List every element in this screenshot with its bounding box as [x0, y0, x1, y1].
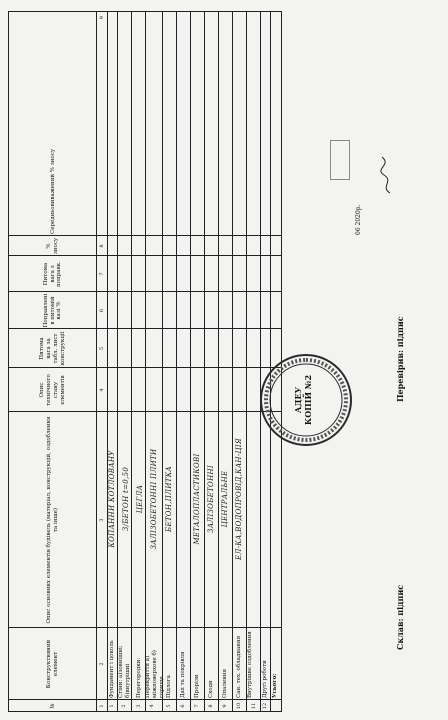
row-description: КОПАННИ КОТЛОВАНУ	[108, 450, 116, 548]
row-description: ЦЕГЛА	[136, 484, 144, 514]
row-element: Другі роботи	[262, 660, 268, 698]
row-element: Стіни: а)зовнішні; б)внутрішні	[118, 645, 131, 698]
row-element: Опалення	[222, 668, 228, 698]
row-description: ЕЛ-КА,ВОДОПРОВІД,КАН-ЦІЯ	[235, 438, 243, 560]
checked-by-signature: Перевірив: підпис	[395, 316, 405, 402]
row-element: Сан. тех. обладнання	[236, 635, 242, 698]
row-element: Дах та покрівля	[180, 651, 186, 698]
row-number: 2	[121, 704, 127, 708]
column-number: 6	[99, 308, 105, 313]
row-description: ЗАЛІЗОБЕТОННІ	[207, 465, 215, 533]
header-share-parts: Питома вага з поправк.	[42, 261, 63, 287]
row-number: 8	[208, 704, 214, 708]
column-number: 3	[99, 518, 105, 522]
row-element: Сходи	[208, 680, 214, 698]
row-description: З/БЕТОН t=0,50	[122, 466, 130, 532]
stamp-text: АДЕУ КОПІЙ №2	[293, 374, 313, 426]
row-number: 1	[109, 704, 115, 708]
page-corner-mark	[330, 140, 350, 180]
column-number: 5	[99, 346, 105, 351]
column-number: 2	[99, 662, 105, 666]
header-wear: % зносу	[46, 237, 59, 255]
signature-scribble	[376, 155, 396, 195]
handwritten-date-note: 06 2020р.	[355, 204, 362, 235]
column-number: 1	[99, 704, 105, 708]
header-description: Опис основних елементів будівель (матеріал, конструкцій, оздоблення та інше)	[46, 416, 59, 624]
row-element: Підлога	[166, 675, 172, 698]
column-number: 4	[99, 388, 105, 392]
row-number: 6	[180, 704, 186, 708]
row-number: 7	[194, 704, 200, 708]
row-description: МЕТАЛОПЛАСТИКОВІ	[193, 453, 201, 545]
column-number: 8	[99, 244, 105, 248]
header-average-wear: Середньовиважений % зносу	[49, 148, 56, 234]
row-number: 11	[251, 702, 257, 710]
row-element: Усього:	[272, 673, 278, 698]
row-number: 10	[236, 702, 242, 710]
row-number: 9	[222, 704, 228, 708]
header-condition: Опис технічного стану елементів	[39, 374, 66, 406]
row-description: ЗАЛІЗОБЕТОННІ ПЛИТИ	[150, 448, 158, 550]
row-description: БЕТОН,ПЛИТКА	[165, 465, 173, 533]
header-number: №	[49, 703, 56, 709]
official-stamp	[258, 352, 354, 448]
header-element: Конструктивний елемент	[46, 639, 59, 689]
column-number: 9	[99, 16, 105, 20]
row-description: ЦЕНТРАЛЬНЕ	[221, 470, 229, 528]
header-share-adjusted: Поправлені в питомій вазі %	[42, 293, 63, 328]
row-number: 3	[136, 704, 142, 708]
column-number: 7	[99, 272, 105, 276]
row-element: Прорізи	[194, 674, 200, 698]
compiled-by-signature: Склав: підпис	[395, 584, 405, 650]
row-number: 4	[149, 704, 155, 708]
row-number: 5	[166, 704, 172, 708]
row-element: Перегородки:	[136, 657, 142, 698]
header-share: Питома вага за табл. лист конструкції	[39, 331, 66, 366]
row-element: Внутрішнє оздоблення	[247, 631, 253, 698]
row-element: Перекриття а) міжповерхове б) горище	[145, 650, 165, 698]
row-element: Фундамент і цоколь	[109, 640, 115, 698]
row-number: 12	[262, 702, 268, 710]
